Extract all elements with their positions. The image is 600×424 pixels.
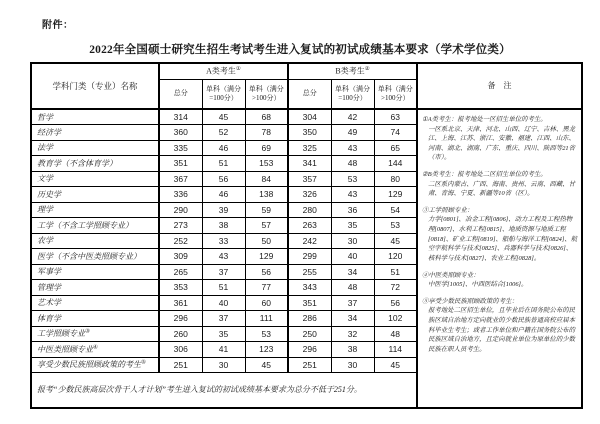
score-cell: 255 xyxy=(288,264,331,280)
score-cell: 129 xyxy=(245,249,288,265)
header-remarks-col: 备 注 xyxy=(417,63,582,109)
score-cell: 60 xyxy=(245,295,288,311)
subject-cell xyxy=(31,264,159,280)
score-cell: 350 xyxy=(288,125,331,141)
score-cell: 129 xyxy=(374,187,417,203)
score-cell: 56 xyxy=(374,295,417,311)
score-cell: 48 xyxy=(331,156,374,172)
score-cell: 367 xyxy=(159,171,202,187)
score-cell: 37 xyxy=(331,295,374,311)
subject-label: 艺术学 xyxy=(37,298,61,308)
subject-cell xyxy=(31,187,159,203)
group-a-label: A类考生 xyxy=(206,66,236,76)
score-cell: 33 xyxy=(202,233,245,249)
remark-note-body: 中医学[1005]、中西医结合[1006]。 xyxy=(428,281,528,289)
group-a-footnote-mark: ① xyxy=(235,65,241,72)
score-cell: 30 xyxy=(331,233,374,249)
score-cell: 53 xyxy=(331,171,374,187)
footer-note: 报考“少数民族高层次骨干人才计划”考生进入复试的初试成绩基本要求为总分不低于251分。 xyxy=(31,373,417,409)
score-cell: 45 xyxy=(374,357,417,373)
score-cell: 360 xyxy=(159,125,202,141)
subject-label: 教育学（不含体育学） xyxy=(37,158,117,168)
table-body xyxy=(31,109,582,408)
score-cell: 265 xyxy=(159,264,202,280)
remark-note xyxy=(422,297,578,355)
score-cell: 51 xyxy=(202,280,245,296)
subject-label: 工学照顾专业 xyxy=(37,329,85,339)
remark-note xyxy=(422,271,578,290)
score-cell: 52 xyxy=(202,125,245,141)
score-cell: 153 xyxy=(245,156,288,172)
score-cell: 102 xyxy=(374,311,417,327)
header-group-a xyxy=(159,63,288,79)
score-cell: 30 xyxy=(202,357,245,373)
subject-label: 体育学 xyxy=(37,313,61,323)
subject-cell xyxy=(31,249,159,265)
score-cell: 357 xyxy=(288,171,331,187)
score-cell: 280 xyxy=(288,202,331,218)
header-b-single-eq100: 单科（满分=100分） xyxy=(331,79,374,109)
subject-label: 理学 xyxy=(37,205,53,215)
score-cell: 56 xyxy=(245,264,288,280)
score-cell: 42 xyxy=(331,109,374,125)
score-cell: 53 xyxy=(374,218,417,234)
score-cell: 353 xyxy=(159,280,202,296)
subject-cell xyxy=(31,326,159,342)
score-cell: 34 xyxy=(331,311,374,327)
score-cell: 57 xyxy=(245,218,288,234)
header-group-b xyxy=(288,63,417,79)
score-cell: 50 xyxy=(245,233,288,249)
score-cell: 48 xyxy=(374,326,417,342)
remark-note xyxy=(422,170,578,199)
attachment-label: 附件： xyxy=(42,20,74,31)
score-cell: 138 xyxy=(245,187,288,203)
header-a-single-eq100: 单科（满分=100分） xyxy=(202,79,245,109)
score-cell: 56 xyxy=(202,171,245,187)
score-cell: 123 xyxy=(245,342,288,358)
score-cell: 326 xyxy=(288,187,331,203)
score-cell: 51 xyxy=(202,156,245,172)
score-cell: 273 xyxy=(159,218,202,234)
score-cell: 351 xyxy=(159,156,202,172)
score-cell: 46 xyxy=(202,187,245,203)
score-cell: 251 xyxy=(288,357,331,373)
score-cell: 306 xyxy=(159,342,202,358)
score-cell: 40 xyxy=(331,249,374,265)
score-cell: 43 xyxy=(202,249,245,265)
subject-cell xyxy=(31,171,159,187)
score-cell: 34 xyxy=(331,264,374,280)
score-cell: 351 xyxy=(288,295,331,311)
subject-label: 工学（不含工学照顾专业） xyxy=(37,220,133,230)
subject-label: 历史学 xyxy=(37,189,61,199)
score-cell: 80 xyxy=(374,171,417,187)
page-title: 2022年全国硕士研究生招生考试考生进入复试的初试成绩基本要求（学术学位类） xyxy=(89,44,511,56)
remark-note-lead: ①A类考生：报考地处一区招生单位的考生。 xyxy=(422,116,547,123)
score-cell: 336 xyxy=(159,187,202,203)
subject-footnote-mark: ④ xyxy=(93,344,98,351)
score-cell: 30 xyxy=(331,357,374,373)
score-cell: 111 xyxy=(245,311,288,327)
score-cell: 48 xyxy=(331,280,374,296)
header-a-single-gt100: 单科（满分>100分） xyxy=(245,79,288,109)
subject-label: 医学（不含中医类照顾专业） xyxy=(37,251,141,261)
score-cell: 43 xyxy=(331,140,374,156)
subject-label: 经济学 xyxy=(37,127,61,137)
score-cell: 37 xyxy=(202,311,245,327)
subject-label: 农学 xyxy=(37,236,53,246)
score-cell: 296 xyxy=(288,342,331,358)
table-header xyxy=(31,63,582,109)
subject-cell xyxy=(31,342,159,358)
score-cell: 120 xyxy=(374,249,417,265)
score-cell: 341 xyxy=(288,156,331,172)
score-cell: 40 xyxy=(202,295,245,311)
header-row-groups xyxy=(31,63,582,79)
score-cell: 299 xyxy=(288,249,331,265)
remark-note-body: 力学[0801]、冶金工程[0806]、动力工程及工程热物理[0807]、水利工程[0815]、地质资源与地质工程[0818]、矿业工程[0819]、船舶与海洋工程[0824]、航空宇航科学与技术[0825]、兵器科学与技术[0826]、核科学与技术[0827]、农业工程[0828]。 xyxy=(428,216,578,262)
group-b-footnote-mark: ② xyxy=(364,65,370,72)
score-cell: 39 xyxy=(202,202,245,218)
header-subject-col: 学科门类（专业）名称 xyxy=(31,63,159,109)
score-cell: 68 xyxy=(245,109,288,125)
score-cell: 361 xyxy=(159,295,202,311)
subject-cell xyxy=(31,109,159,125)
score-cell: 35 xyxy=(202,326,245,342)
score-cell: 37 xyxy=(202,264,245,280)
score-cell: 252 xyxy=(159,233,202,249)
group-b-label: B类考生 xyxy=(335,66,365,76)
remark-note-lead: ④中医类照顾专业： xyxy=(422,271,480,279)
score-cell: 78 xyxy=(245,125,288,141)
subject-cell xyxy=(31,202,159,218)
subject-label: 哲学 xyxy=(37,112,53,122)
score-cell: 335 xyxy=(159,140,202,156)
subject-label: 管理学 xyxy=(37,282,61,292)
subject-cell xyxy=(31,295,159,311)
score-cell: 251 xyxy=(159,357,202,373)
remark-note-lead: ②B类考生：报考地处二区招生单位的考生。 xyxy=(422,171,547,179)
remarks-cell xyxy=(417,109,582,408)
score-cell: 343 xyxy=(288,280,331,296)
score-cell: 63 xyxy=(374,109,417,125)
score-cell: 72 xyxy=(374,280,417,296)
score-cell: 69 xyxy=(245,140,288,156)
subject-label: 军事学 xyxy=(37,267,61,277)
score-cell: 314 xyxy=(159,109,202,125)
header-a-total: 总分 xyxy=(159,79,202,109)
subject-label: 文学 xyxy=(37,174,53,184)
score-cell: 38 xyxy=(331,342,374,358)
subject-cell xyxy=(31,218,159,234)
subject-label: 享受少数民族照顾政策的考生 xyxy=(37,360,141,370)
score-cell: 65 xyxy=(374,140,417,156)
score-cell: 45 xyxy=(202,109,245,125)
score-cell: 144 xyxy=(374,156,417,172)
score-cell: 77 xyxy=(245,280,288,296)
score-cell: 38 xyxy=(202,218,245,234)
remark-note-lead: ③工学照顾专业： xyxy=(422,206,474,214)
subject-cell xyxy=(31,125,159,141)
score-cell: 309 xyxy=(159,249,202,265)
score-cell: 35 xyxy=(331,218,374,234)
score-cell: 290 xyxy=(159,202,202,218)
score-cell: 59 xyxy=(245,202,288,218)
subject-label: 中医类照顾专业 xyxy=(37,344,93,354)
header-b-single-gt100: 单科（满分>100分） xyxy=(374,79,417,109)
remark-note xyxy=(422,115,578,163)
score-cell: 41 xyxy=(202,342,245,358)
score-cell: 36 xyxy=(331,202,374,218)
score-cell: 286 xyxy=(288,311,331,327)
score-cell: 260 xyxy=(159,326,202,342)
score-cell: 296 xyxy=(159,311,202,327)
remark-note-body: 报考地处二区招生单位，且毕业后在国务院公布的民族区域自治地方定向就业的少数民族普通高校应届本科毕业生考生；或者工作单位和户籍在国务院公布的民族区域自治地方，且定向就业单位为原单位的少数民族在职人员考生。 xyxy=(428,307,575,353)
score-cell: 32 xyxy=(331,326,374,342)
remark-note-lead: ⑤享受少数民族照顾政策的考生： xyxy=(422,297,518,305)
score-cell: 242 xyxy=(288,233,331,249)
score-cell: 43 xyxy=(331,187,374,203)
subject-cell xyxy=(31,156,159,172)
score-cell: 263 xyxy=(288,218,331,234)
score-cell: 304 xyxy=(288,109,331,125)
table-row xyxy=(31,109,582,125)
score-cell: 49 xyxy=(331,125,374,141)
subject-cell xyxy=(31,140,159,156)
score-table xyxy=(30,62,583,409)
remark-note xyxy=(422,206,578,264)
subject-cell xyxy=(31,233,159,249)
score-cell: 46 xyxy=(202,140,245,156)
subject-cell xyxy=(31,357,159,373)
subject-label: 法学 xyxy=(37,143,53,153)
score-cell: 53 xyxy=(245,326,288,342)
remark-note-body: 二区系内蒙古、广西、海南、贵州、云南、西藏、甘肃、青海、宁夏、新疆等10省（区）。 xyxy=(428,180,575,198)
remark-note-body: 一区系北京、天津、河北、山西、辽宁、吉林、黑龙江、上海、江苏、浙江、安徽、福建、江西、山东、河南、湖北、湖南、广东、重庆、四川、陕西等21省（市）。 xyxy=(428,125,575,162)
score-cell: 74 xyxy=(374,125,417,141)
score-cell: 45 xyxy=(374,233,417,249)
score-cell: 114 xyxy=(374,342,417,358)
subject-cell xyxy=(31,311,159,327)
subject-footnote-mark: ③ xyxy=(85,328,90,335)
header-b-total: 总分 xyxy=(288,79,331,109)
score-cell: 51 xyxy=(374,264,417,280)
subject-footnote-mark: ⑤ xyxy=(141,359,146,366)
subject-cell xyxy=(31,280,159,296)
score-cell: 45 xyxy=(245,357,288,373)
score-cell: 325 xyxy=(288,140,331,156)
score-cell: 250 xyxy=(288,326,331,342)
score-cell: 54 xyxy=(374,202,417,218)
score-cell: 84 xyxy=(245,171,288,187)
